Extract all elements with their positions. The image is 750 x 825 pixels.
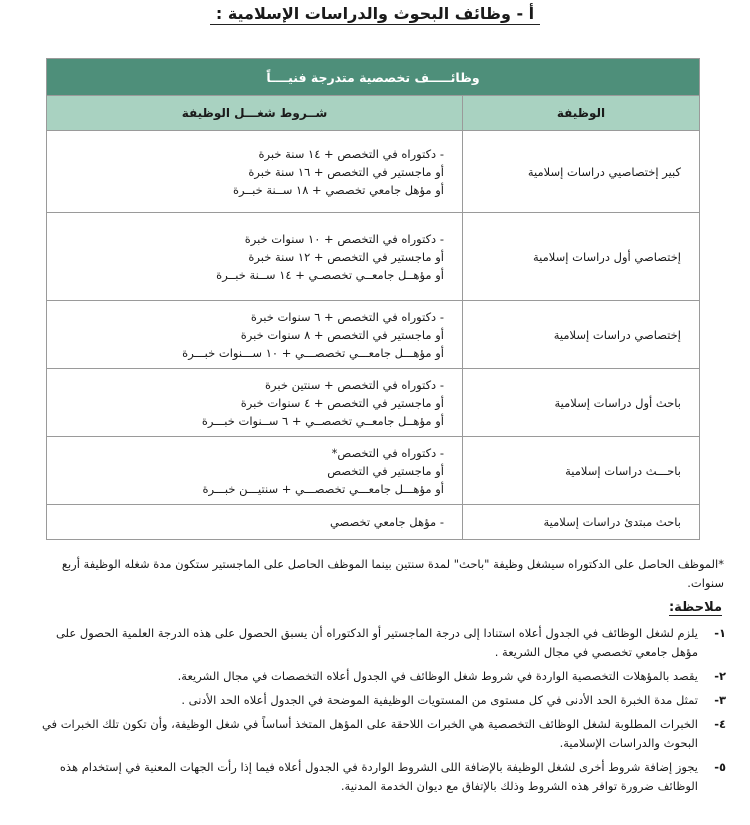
job-title: إختصاصي دراسات إسلامية: [463, 301, 700, 369]
table-row: [47, 437, 700, 505]
table-header-row: [47, 96, 700, 131]
note-number: ٣-: [714, 693, 726, 707]
condition-line: أو مؤهـــل جامعـــي تخصصـــي + سنتيـــن خبـــرة: [202, 481, 444, 496]
job-conditions: [47, 505, 463, 540]
job-conditions: [47, 369, 463, 437]
list-item: [26, 691, 726, 710]
note-number: ٥-: [714, 760, 726, 774]
list-item: [26, 667, 726, 686]
job-conditions: [47, 437, 463, 505]
note-text: يلزم لشغل الوظائف في الجدول أعلاه استنادا إلى درجة الماجستير أو الدكتوراه أن يسبق الحصول على هذه الدرجة العلمية الحصول على مؤهل جامعي تخصصي في مجال الشريعة .: [55, 626, 698, 659]
condition-line: أو ماجستير في التخصص: [327, 463, 444, 478]
condition-line: أو ماجستير في التخصص + ٤ سنوات خبرة: [240, 395, 444, 410]
condition-line: أو مؤهــل جامعــي تخصصــي + ٦ ســنوات خبـــرة: [201, 413, 444, 428]
condition-line: أو ماجستير في التخصص + ١٦ سنة خبرة: [248, 164, 444, 179]
note-text: تمثل مدة الخبرة الحد الأدنى في كل مستوى من المستويات الوظيفية الموضحة في الجدول أعلاه الحد الأدنى .: [181, 693, 698, 707]
condition-line: أو مؤهــل جامعــي تخصصـي + ١٤ ســنة خبــرة: [216, 267, 444, 282]
list-item: [26, 758, 726, 796]
table-banner: وظائـــــف تخصصية متدرجة فنيــــاً: [47, 59, 700, 96]
note-number: ٤-: [714, 717, 726, 731]
table-row: [47, 369, 700, 437]
jobs-table: [46, 58, 700, 540]
condition-line: - دكتوراه في التخصص + ١٤ سنة خبرة: [258, 146, 444, 161]
notes-title: ملاحظة:: [668, 600, 722, 615]
table-row: [47, 505, 700, 540]
condition-line: أو ماجستير في التخصص + ١٢ سنة خبرة: [248, 249, 444, 264]
job-conditions: [47, 301, 463, 369]
job-title: إختصاصي أول دراسات إسلامية: [463, 213, 700, 301]
note-text: يجوز إضافة شروط أخرى لشغل الوظيفة بالإضافة اللى الشروط الواردة في الجدول أعلاه فيما إذا رأت الجهات المعنية في إستخدام هذه الوظائف ضرورة توافر هذه الشروط وذلك بالإتفاق مع ديوان الخدمة المدنية.: [59, 760, 698, 793]
table-row: [47, 301, 700, 369]
note-text: الخبرات المطلوبة لشغل الوظائف التخصصية هي الخبرات اللاحقة على المؤهل المتخذ أساساً في شغل الوظيفة، وأن تكون تلك الخبرات في البحوث والدراسات الإسلامية.: [41, 717, 698, 750]
job-title: كبير إختصاصيي دراسات إسلامية: [463, 131, 700, 213]
condition-line: أو ماجستير في التخصص + ٨ سنوات خبرة: [240, 327, 444, 342]
job-conditions: [47, 213, 463, 301]
note-number: ٢-: [714, 669, 726, 683]
job-conditions: [47, 131, 463, 213]
condition-line: - دكتوراه في التخصص + سنتين خبرة: [265, 377, 444, 392]
header-conditions: شــروط شغـــل الوظيفة: [47, 96, 463, 131]
condition-line: - دكتوراه في التخصص + ١٠ سنوات خبرة: [244, 231, 444, 246]
condition-line: - دكتوراه في التخصص + ٦ سنوات خبرة: [250, 309, 444, 324]
condition-line: أو مؤهـــل جامعـــي تخصصـــي + ١٠ ســـنوات خبـــرة: [182, 345, 444, 360]
condition-line: - دكتوراه في التخصص*: [331, 445, 444, 460]
condition-line: - مؤهل جامعي تخصصي: [329, 515, 444, 529]
note-text: يقصد بالمؤهلات التخصصية الواردة في شروط شغل الوظائف في الجدول أعلاه التخصصات في مجال الشريعة.: [177, 669, 698, 683]
header-job: الوظيفة: [463, 96, 700, 131]
section-title-text: أ - وظائف البحوث والدراسات الإسلامية :: [210, 4, 540, 25]
job-title: باحث أول دراسات إسلامية: [463, 369, 700, 437]
notes-list: [26, 624, 726, 801]
table-row: [47, 131, 700, 213]
condition-line: أو مؤهل جامعي تخصصي + ١٨ ســنة خبــرة: [233, 182, 444, 197]
list-item: [26, 715, 726, 753]
job-title: باحـــث دراسات إسلامية: [463, 437, 700, 505]
footnote: *الموظف الحاصل على الدكتوراه سيشغل وظيفة "باحث" لمدة سنتين بينما الموظف الحاصل على الماجستير ستكون مدة شغله الوظيفة أربع سنوات.: [61, 557, 724, 590]
table-row: [47, 213, 700, 301]
section-title: [0, 4, 750, 23]
job-title: باحث مبتدئ دراسات إسلامية: [463, 505, 700, 540]
note-number: ١-: [714, 626, 726, 640]
list-item: [26, 624, 726, 662]
